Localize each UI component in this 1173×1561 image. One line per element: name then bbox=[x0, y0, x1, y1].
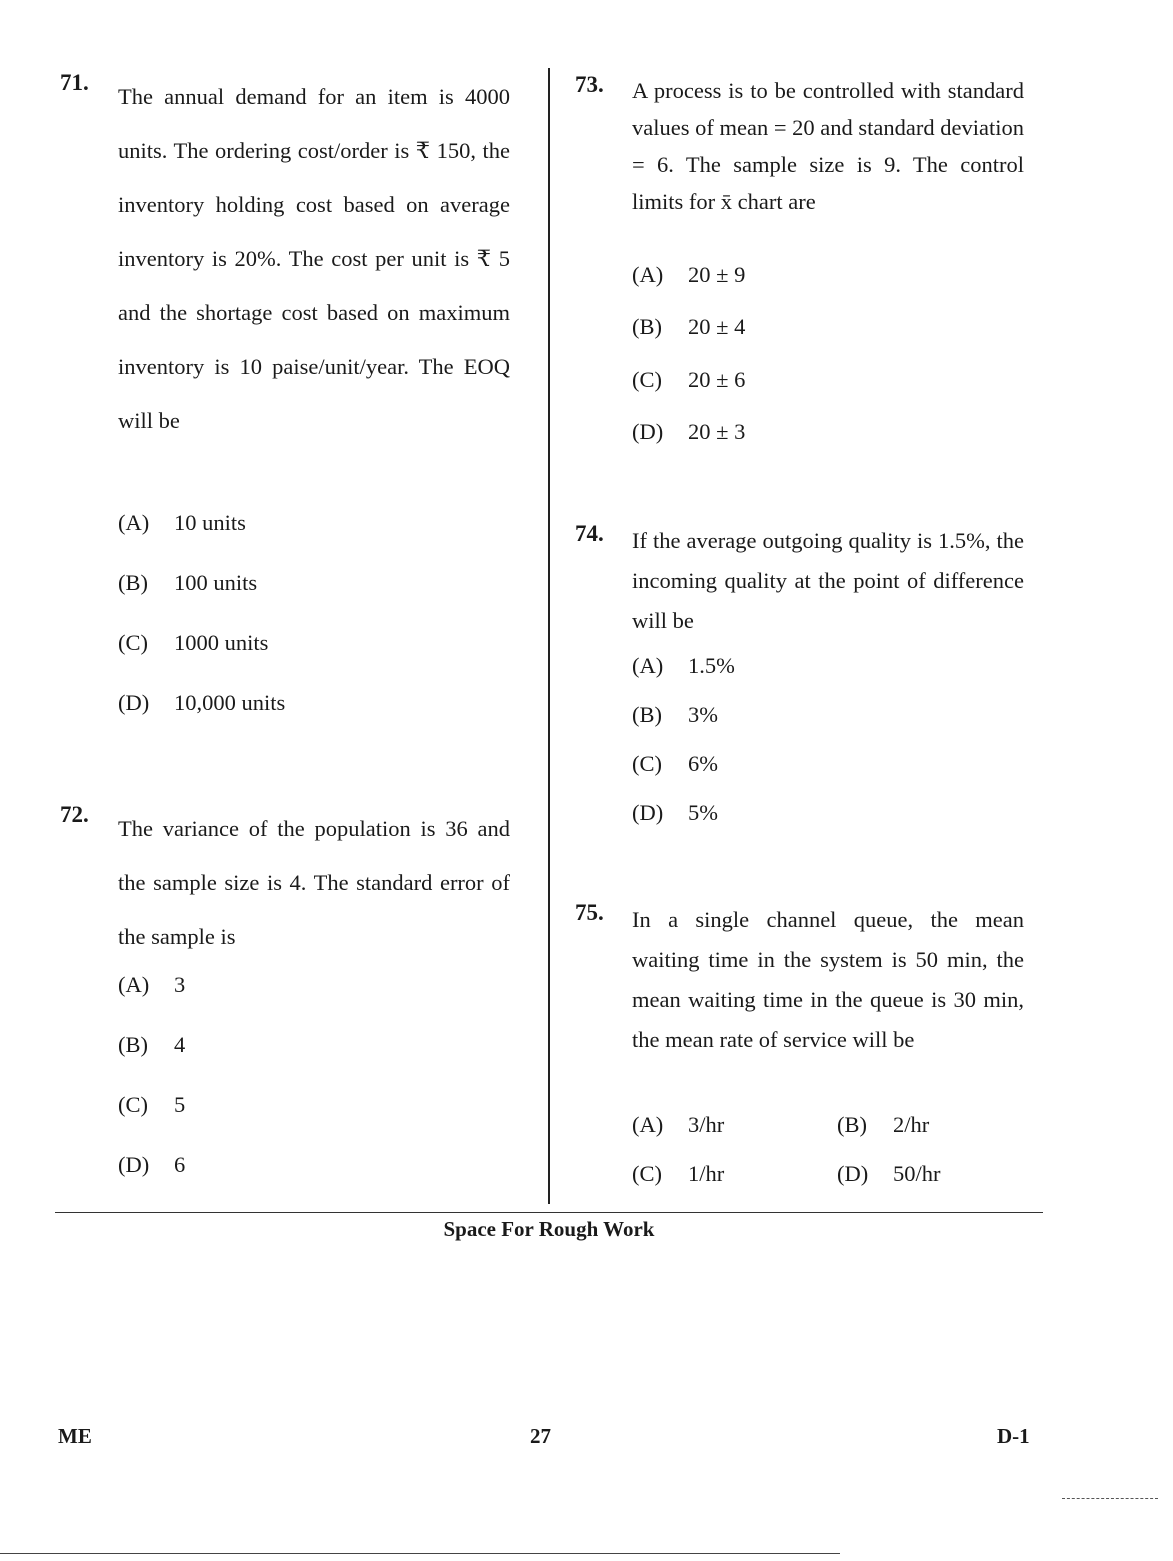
option-c[interactable]: (C) 1000 units bbox=[118, 630, 269, 655]
option-c[interactable]: (C) 6% bbox=[632, 751, 718, 776]
option-b[interactable]: (B) 20 ± 4 bbox=[632, 314, 746, 339]
question-text: In a single channel queue, the mean waiting time in the system is 50 min, the mean waiting time in the queue is 30 min, the mean rate of service will be bbox=[632, 907, 1024, 1052]
section-divider bbox=[55, 1212, 1043, 1213]
question-text: The annual demand for an item is 4000 units. The ordering cost/order is ₹ 150, the inventory holding cost based on average inventory is 20%. The cost per unit is ₹ 5 and the shortage cost based on maximum inventory is 10 paise/unit/year. The EOQ will be bbox=[118, 84, 510, 433]
option-d[interactable]: (D) 5% bbox=[632, 800, 718, 825]
option-b[interactable]: (B) 3% bbox=[632, 702, 718, 727]
footer-subject-code: ME bbox=[58, 1424, 92, 1448]
option-a[interactable]: (A) 3/hr bbox=[632, 1112, 725, 1137]
option-d[interactable]: (D) 10,000 units bbox=[118, 690, 286, 715]
bottom-edge-line bbox=[0, 1553, 840, 1554]
question-72 bbox=[60, 802, 510, 1192]
option-c[interactable]: (C) 20 ± 6 bbox=[632, 367, 746, 392]
question-number: 74. bbox=[575, 521, 604, 546]
footer-booklet-code: D-1 bbox=[997, 1424, 1030, 1448]
dashed-mark bbox=[1062, 1498, 1158, 1499]
option-d[interactable]: (D) 6 bbox=[118, 1152, 186, 1177]
question-75 bbox=[575, 900, 1025, 1200]
option-b[interactable]: (B) 100 units bbox=[118, 570, 258, 595]
option-b[interactable]: (B) 4 bbox=[118, 1032, 186, 1057]
option-a[interactable]: (A) 20 ± 9 bbox=[632, 262, 746, 287]
question-text: A process is to be controlled with standard values of mean = 20 and standard deviation = 6. The sample size is 9. The control limits for x̄ chart are bbox=[632, 78, 1024, 214]
question-number: 71. bbox=[60, 70, 89, 95]
question-text: The variance of the population is 36 and the sample size is 4. The standard error of the sample is bbox=[118, 816, 510, 949]
column-divider bbox=[548, 68, 550, 1204]
option-a[interactable]: (A) 3 bbox=[118, 972, 186, 997]
question-73 bbox=[575, 72, 1025, 462]
option-d[interactable]: (D) 20 ± 3 bbox=[632, 419, 746, 444]
footer-page-number: 27 bbox=[530, 1424, 551, 1448]
question-number: 75. bbox=[575, 900, 604, 925]
option-b[interactable]: (B) 2/hr bbox=[837, 1112, 930, 1137]
question-number: 73. bbox=[575, 72, 604, 97]
question-number: 72. bbox=[60, 802, 89, 827]
rough-work-title: Space For Rough Work bbox=[443, 1217, 655, 1241]
option-a[interactable]: (A) 10 units bbox=[118, 510, 246, 535]
option-c[interactable]: (C) 1/hr bbox=[632, 1161, 725, 1186]
option-c[interactable]: (C) 5 bbox=[118, 1092, 186, 1117]
question-74 bbox=[575, 521, 1025, 841]
question-71 bbox=[60, 70, 510, 720]
option-d[interactable]: (D) 50/hr bbox=[837, 1161, 941, 1186]
question-text: If the average outgoing quality is 1.5%, the incoming quality at the point of difference will be bbox=[632, 528, 1024, 633]
option-a[interactable]: (A) 1.5% bbox=[632, 653, 735, 678]
